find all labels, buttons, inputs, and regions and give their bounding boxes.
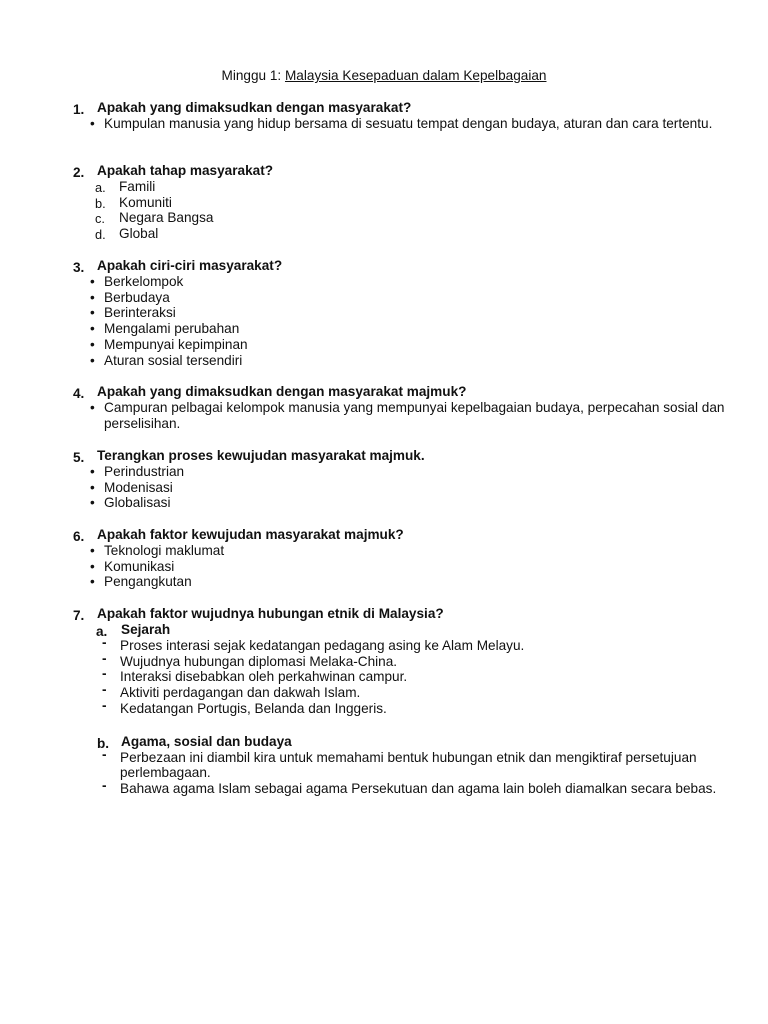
list-item [73, 559, 733, 575]
question-number: 7. [73, 608, 85, 623]
title-prefix: Minggu 1: [221, 68, 285, 83]
list-item [73, 746, 733, 781]
bullet-icon: • [90, 464, 95, 479]
question-text: Apakah faktor kewujudan masyarakat majmuk? [97, 527, 404, 542]
section-heading-sejarah [73, 622, 733, 638]
list-item [73, 495, 733, 511]
question-number: 5. [73, 450, 85, 465]
list-item [73, 210, 733, 226]
list-item [73, 574, 733, 590]
list-item [73, 337, 733, 353]
list-item [73, 635, 733, 654]
list-item [73, 480, 733, 496]
list-item [73, 543, 733, 559]
list-item [73, 464, 733, 480]
answer-list [73, 116, 733, 132]
question-number: 1. [73, 102, 85, 117]
answer-text: Mempunyai kepimpinan [104, 336, 248, 352]
answer-text: Interaksi disebabkan oleh perkahwinan campur. [120, 669, 408, 685]
answer-list [73, 464, 733, 511]
bullet-icon: • [90, 116, 95, 131]
answer-text: Aktiviti perdagangan dan dakwah Islam. [120, 685, 361, 701]
answer-text: Kumpulan manusia yang hidup bersama di sesuatu tempat dengan budaya, aturan dan cara tertentu. [104, 116, 713, 131]
list-item [73, 321, 733, 337]
list-item [73, 400, 733, 431]
list-item [73, 290, 733, 306]
dash-icon: - [102, 682, 107, 698]
answer-text: Berinteraksi [104, 305, 176, 321]
answer-text: Mengalami perubahan [104, 321, 240, 337]
list-item [73, 666, 733, 685]
answer-text: Globalisasi [104, 495, 171, 511]
answer-text: Komuniti [119, 194, 172, 210]
list-item [73, 195, 733, 211]
section-title: Agama, sosial dan budaya [121, 733, 292, 749]
answer-text: Teknologi maklumat [104, 543, 225, 558]
answer-text: Bahawa agama Islam sebagai agama Persekutuan dan agama lain boleh diamalkan secara bebas. [120, 780, 717, 796]
answer-text: Famili [119, 179, 156, 194]
bullet-icon: • [90, 558, 95, 574]
section-letter: a. [96, 624, 108, 639]
list-item [73, 305, 733, 321]
question-text: Apakah ciri-ciri masyarakat? [97, 258, 283, 273]
bullet-icon: • [90, 543, 95, 558]
answer-list [73, 635, 733, 717]
bullet-icon: • [90, 352, 95, 368]
question-heading [73, 606, 733, 622]
answer-text: Campuran pelbagai kelompok manusia yang mempunyai kepelbagaian budaya, perpecahan sosial dan perselisihan. [104, 400, 725, 431]
question-heading [73, 100, 733, 116]
dash-icon: - [102, 697, 107, 713]
list-letter: a. [95, 180, 106, 195]
bullet-icon: • [90, 274, 95, 289]
question-4 [73, 384, 733, 431]
question-text: Apakah yang dimaksudkan dengan masyarakat? [97, 100, 412, 115]
dash-icon: - [102, 635, 107, 650]
question-heading [73, 527, 733, 543]
answer-text: Berkelompok [104, 274, 184, 289]
answer-text: Modenisasi [104, 479, 173, 495]
title-topic: Malaysia Kesepaduan dalam Kepelbagaian [284, 68, 547, 83]
question-heading [73, 163, 733, 179]
section-heading-agama [73, 734, 733, 750]
question-text: Apakah faktor wujudnya hubungan etnik di Malaysia? [97, 606, 444, 621]
answer-list [73, 274, 733, 368]
bullet-icon: • [90, 305, 95, 321]
bullet-icon: • [90, 495, 95, 511]
question-number: 4. [73, 386, 85, 401]
list-item [73, 274, 733, 290]
question-text: Apakah yang dimaksudkan dengan masyarakat majmuk? [97, 384, 467, 399]
section-title: Sejarah [121, 622, 171, 637]
list-item [73, 697, 733, 717]
list-item [73, 650, 733, 670]
bullet-icon: • [90, 336, 95, 352]
question-heading [73, 448, 733, 464]
question-number: 6. [73, 529, 85, 544]
list-letter: c. [95, 211, 105, 227]
question-text: Terangkan proses kewujudan masyarakat majmuk. [97, 448, 425, 463]
answer-text: Wujudnya hubungan diplomasi Melaka-China. [120, 653, 398, 669]
dash-icon: - [102, 777, 107, 793]
answer-text: Negara Bangsa [119, 210, 214, 226]
answer-text: Perindustrian [104, 464, 185, 479]
dash-icon: - [102, 650, 107, 666]
bullet-icon: • [90, 289, 95, 305]
page-title [0, 68, 768, 84]
question-text: Apakah tahap masyarakat? [97, 163, 274, 178]
answer-list [73, 543, 733, 590]
question-2 [73, 163, 733, 242]
list-item [73, 682, 733, 701]
answer-list [73, 400, 733, 431]
answer-text: Proses interasi sejak kedatangan pedagang asing ke Alam Melayu. [120, 638, 525, 653]
question-1 [73, 100, 733, 132]
bullet-icon: • [90, 479, 95, 495]
dash-icon: - [102, 746, 107, 762]
question-5 [73, 448, 733, 511]
question-6 [73, 527, 733, 590]
answer-text: Perbezaan ini diambil kira untuk memahami bentuk hubungan etnik dan mengiktiraf persetujuan perlembagaan. [120, 749, 697, 781]
answer-text: Aturan sosial tersendiri [104, 352, 243, 368]
answer-text: Kedatangan Portugis, Belanda dan Inggeris. [120, 700, 387, 716]
question-number: 2. [73, 165, 85, 180]
bullet-icon: • [90, 574, 95, 590]
list-item [73, 226, 733, 242]
bullet-icon: • [90, 400, 95, 415]
answer-text: Global [119, 226, 159, 242]
question-7 [73, 606, 733, 797]
list-item [73, 179, 733, 195]
list-letter: d. [95, 227, 106, 243]
answer-list [73, 746, 733, 797]
answer-list [73, 179, 733, 242]
question-heading [73, 384, 733, 400]
list-item [73, 353, 733, 369]
question-heading [73, 258, 733, 274]
list-item [73, 116, 733, 132]
answer-text: Pengangkutan [104, 574, 192, 590]
list-item [73, 777, 733, 797]
dash-icon: - [102, 666, 107, 682]
bullet-icon: • [90, 321, 95, 337]
question-number: 3. [73, 260, 85, 275]
section-letter: b. [97, 735, 110, 751]
list-letter: b. [95, 195, 106, 211]
answer-text: Komunikasi [104, 558, 175, 574]
question-3 [73, 258, 733, 368]
answer-text: Berbudaya [104, 289, 170, 305]
